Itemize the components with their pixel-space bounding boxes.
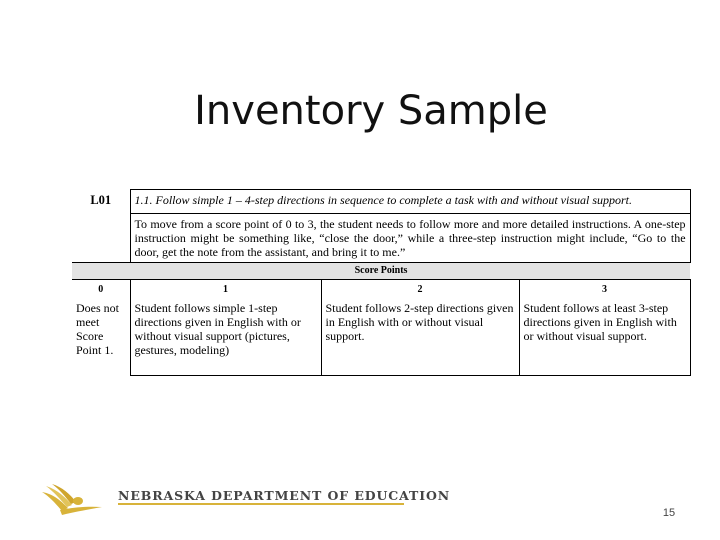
objective-row	[72, 190, 690, 214]
description-text: To move from a score point of 0 to 3, the student needs to follow more and more detailed instructions. A one-step instruction might be something like, “close the door,” while a three-step instruction might include, “Go to the door, get the note from the assistant, and bring it to me.”	[130, 214, 690, 263]
page-number: 15	[662, 507, 676, 519]
score-1-text: Student follows simple 1-step directions given in English with or without visual support (pictures, gestures, modeling)	[130, 299, 321, 376]
objective-code: L01	[90, 192, 112, 207]
score-0-text: Does not meet Score Point 1.	[72, 299, 130, 376]
score-1-number: 1	[130, 280, 321, 300]
footer-underline	[118, 503, 404, 505]
slide-title: Inventory Sample	[194, 88, 548, 134]
score-text-row	[72, 299, 690, 376]
organization-name: NEBRASKA DEPARTMENT OF EDUCATION	[118, 488, 451, 503]
score-3-text: Student follows at least 3-step directions given in English with or without visual support.	[519, 299, 690, 376]
score-2-text: Student follows 2-step directions given in English with or without visual support.	[321, 299, 519, 376]
score-points-label: Score Points	[72, 263, 690, 280]
nebraska-logo-icon	[40, 484, 110, 518]
score-0-number: 0	[72, 280, 130, 300]
score-points-row	[72, 263, 690, 280]
inventory-table	[72, 189, 691, 376]
score-3-number: 3	[519, 280, 690, 300]
description-row	[72, 214, 690, 263]
score-2-number: 2	[321, 280, 519, 300]
objective-text: 1.1. Follow simple 1 – 4-step directions in sequence to complete a task with and without visual support.	[130, 190, 690, 214]
score-number-row	[72, 280, 690, 300]
